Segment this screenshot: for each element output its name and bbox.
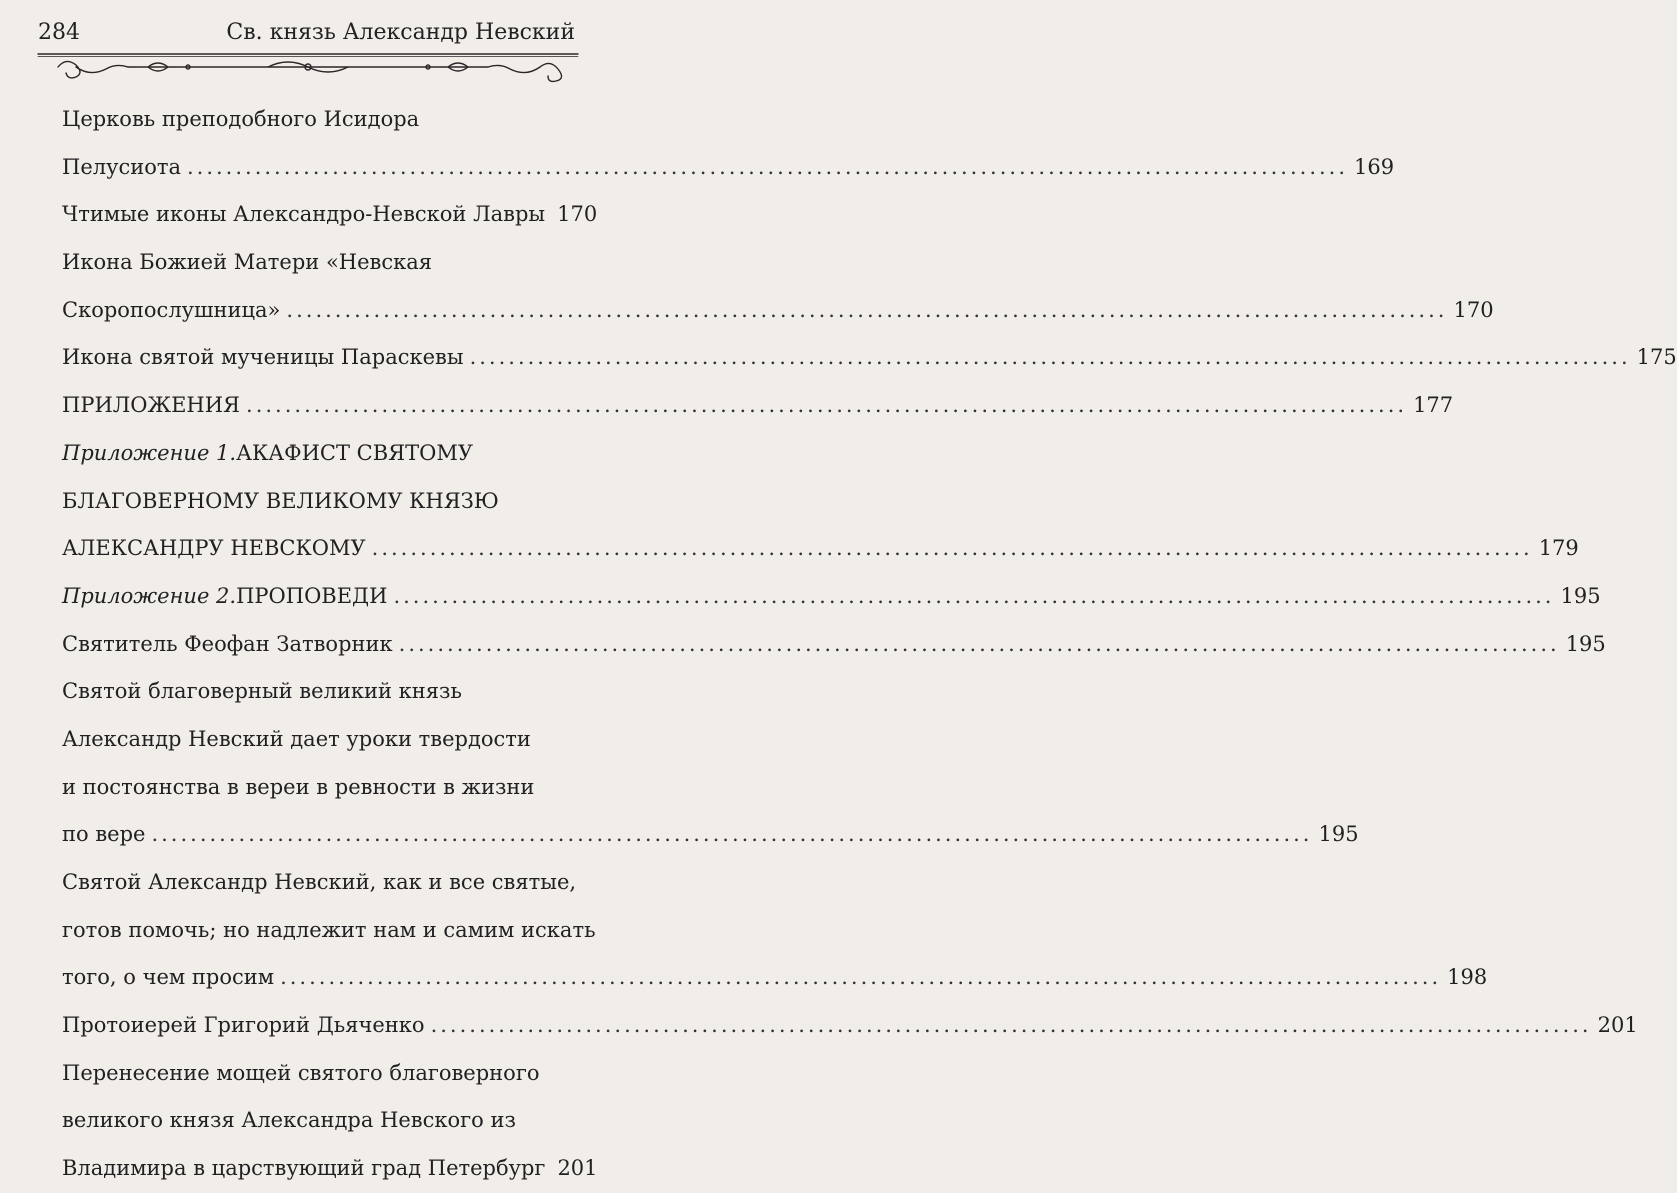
toc-entry [62,954,1488,1002]
toc-entry [62,96,582,144]
toc-leader-dots: ........................................................................................................................ [430,1013,1592,1038]
toc-page-number: 195 [1565,631,1606,656]
toc-leader-dots: ........................................................................................................................ [371,536,1533,561]
toc-page-number: 179 [1538,536,1579,561]
toc-entry [62,573,1601,621]
toc-entry-title: того, о чем просим [62,965,275,990]
toc-entry [62,907,596,955]
toc-entry-title: Икона святой мученицы Параскевы [62,345,464,370]
toc-page-number: 201 [557,1156,598,1181]
toc-entry [62,811,1359,859]
toc-page-number: 175 [1636,345,1677,370]
toc-leader-dots: ........................................................................................................................ [393,583,1555,608]
ornament-divider-icon [38,51,578,83]
page-number: 284 [38,20,80,45]
toc-entry-title: Икона Божией Матери «Невская [62,250,433,275]
toc-entry-title: Скоропослушница» [62,297,281,322]
toc-page-number: 177 [1413,393,1454,418]
toc-entry-title: АКАФИСТ СВЯТОМУ [236,440,474,465]
toc-entry-title: готов помочь; но надлежит нам и самим искать [62,917,596,942]
toc-entry-title: ПРИЛОЖЕНИЯ [62,393,241,418]
toc-page-number: 169 [1354,154,1395,179]
toc-page-number: 201 [1597,1013,1638,1038]
toc-entry [62,239,582,287]
toc-entry [62,287,1494,335]
toc-page-number: 198 [1447,965,1488,990]
toc-entry-title: Владимира в царствующий град Петербург [62,1156,546,1181]
toc-entry [62,1002,1638,1050]
toc-entry [62,430,582,478]
toc-entry-lead: Приложение 1. [62,440,237,465]
toc-leader-dots: ........................................................................................................................ [280,965,1442,990]
toc-entry-title: великого князя Александра Невского из [62,1108,516,1133]
toc-page-number: 195 [1318,822,1359,847]
toc-leader-dots: ........................................................................................................................ [246,393,1408,418]
toc-entry [62,1097,582,1145]
toc-entry-title: Святитель Феофан Затворник [62,631,393,656]
toc-entry-title: Протоиерей Григорий Дьяченко [62,1013,425,1038]
toc-entry [62,382,1454,430]
toc-entry-title: Церковь преподобного Исидора [62,107,420,131]
toc-entry [62,478,582,526]
toc-entry [62,191,598,239]
toc-entry [62,859,582,907]
toc-entry [62,668,582,716]
toc-entry-title: Перенесение мощей святого благоверного [62,1060,540,1085]
toc-leader-dots: ........................................................................................................................ [186,154,1349,179]
toc-entry-lead: Приложение 2. [62,583,237,608]
toc-entry [62,764,582,812]
toc-entry [62,621,1606,669]
toc-page-number: 195 [1560,583,1601,608]
toc-entry [62,1050,582,1098]
toc-entry-title: БЛАГОВЕРНОМУ ВЕЛИКОМУ КНЯЗЮ [62,488,499,513]
toc-leader-dots: ........................................................................................................................ [151,822,1313,847]
toc-entry-title: Святой Александр Невский, как и все святые, [62,870,577,894]
toc-entry [62,1145,598,1193]
toc-entry [62,334,1677,382]
toc-entry-title: Александр Невский дает уроки твердости [62,726,531,751]
toc-leader-dots: ........................................................................................................................ [286,297,1448,322]
table-of-contents [62,96,1677,1193]
toc-entry-title: и постоянства в вереи в ревности в жизни [62,774,535,799]
toc-leader-dots: ........................................................................................................................ [398,631,1560,656]
toc-entry-title: ПРОПОВЕДИ [236,583,388,608]
toc-entry-title: Чтимые иконы Александро-Невской Лавры [62,202,546,227]
toc-page-number: 170 [557,202,598,227]
toc-entry-title: по вере [62,822,146,847]
toc-entry-title: АЛЕКСАНДРУ НЕВСКОМУ [62,536,366,561]
toc-entry [62,144,1395,192]
running-header [38,20,575,50]
running-title: Св. князь Александр Невский [226,20,575,45]
toc-entry [62,525,1579,573]
toc-leader-dots: ........................................................................................................................ [469,345,1631,370]
toc-entry-title: Святой благоверный великий князь [62,679,462,704]
toc-entry [62,716,582,764]
toc-page-number: 170 [1453,297,1494,322]
toc-entry-title: Пелусиота [62,154,181,179]
